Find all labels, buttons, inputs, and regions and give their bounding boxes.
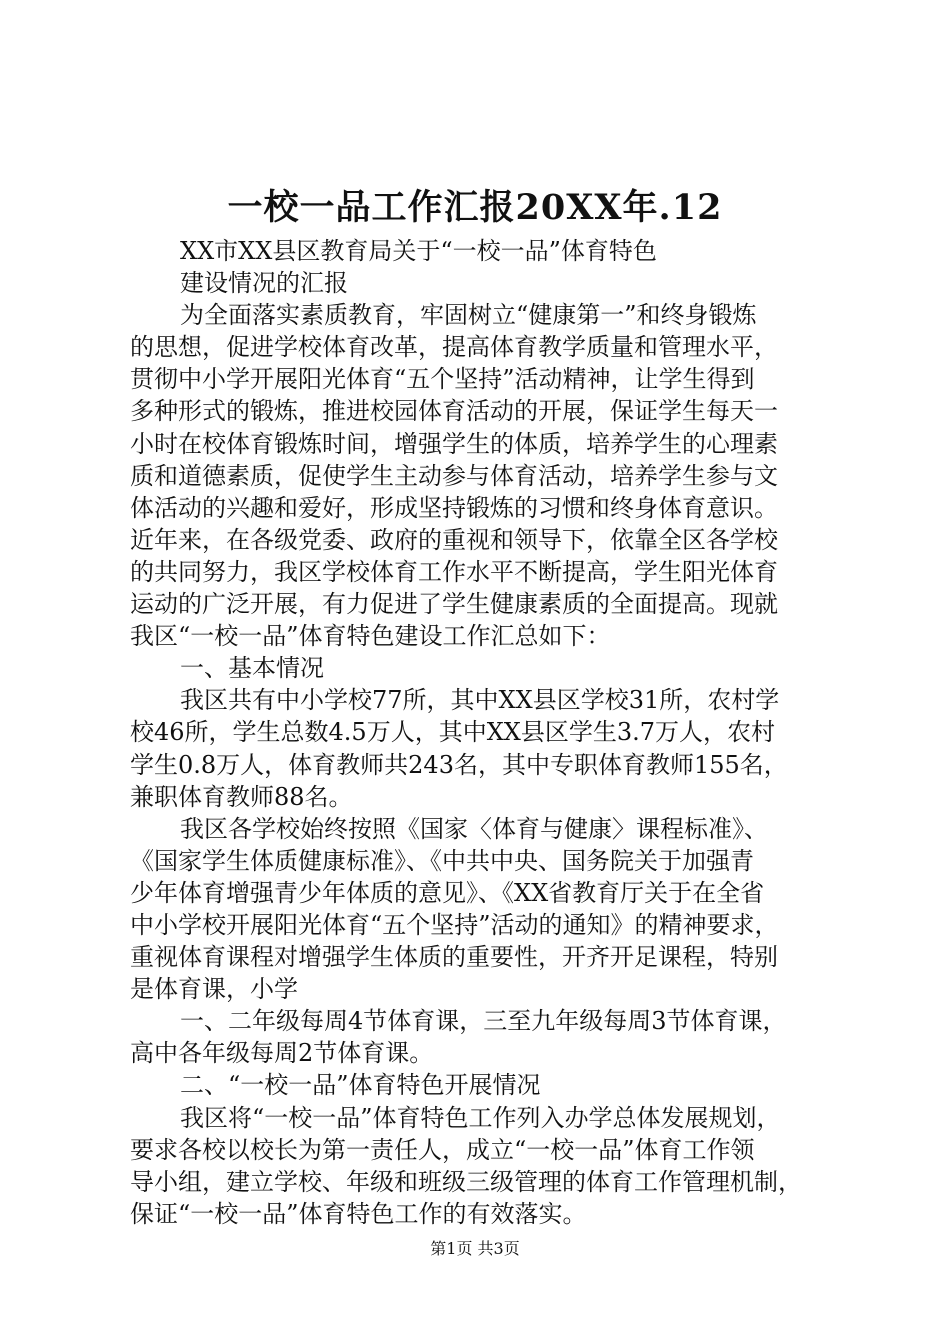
text-line: 导小组，建立学校、年级和班级三级管理的体育工作管理机制， [130,1167,802,1196]
text-line: 质和道德素质，促使学生主动参与体育活动，培养学生参与文 [130,461,778,490]
text-line: 我区各学校始终按照《国家〈体育与健康〉课程标准》、 [180,814,768,843]
text-line: 贯彻中小学开展阳光体育“五个坚持”活动精神，让学生得到 [130,365,755,394]
text-line: 高中各年级每周2节体育课。 [130,1039,434,1068]
text-line: 我区“一校一品”体育特色建设工作汇总如下： [130,622,611,651]
text-line: 多种形式的锻炼，推进校园体育活动的开展，保证学生每天一 [130,397,778,426]
document-body [130,235,830,1230]
text-line: 运动的广泛开展，有力促进了学生健康素质的全面提高。现就 [130,590,778,619]
text-line: 小时在校体育锻炼时间，增强学生的体质，培养学生的心理素 [130,429,778,458]
text-line: 学生0.8万人，体育教师共243名，其中专职体育教师155名， [130,750,788,779]
text-line: 我区共有中小学校77所，其中XX县区学校31所，农村学 [180,686,780,715]
text-line: 的思想，促进学校体育改革，提高体育教学质量和管理水平， [130,333,778,362]
text-line: 一、二年级每周4节体育课，三至九年级每周3节体育课， [180,1007,787,1036]
text-line: 是体育课，小学 [130,975,298,1004]
text-line: 体活动的兴趣和爱好，形成坚持锻炼的习惯和终身体育意识。 [130,493,778,522]
page-footer: 第1页 共3页 [430,1239,520,1258]
document-title: 一校一品工作汇报20XX年.12 [227,187,723,228]
text-line: 《国家学生体质健康标准》、《中共中央、国务院关于加强青 [130,846,754,875]
text-line: 保证“一校一品”体育特色工作的有效落实。 [130,1199,587,1228]
section-heading: 二、“一校一品”体育特色开展情况 [180,1071,541,1100]
text-line: 的共同努力，我区学校体育工作水平不断提高，学生阳光体育 [130,557,778,586]
text-line: 为全面落实素质教育，牢固树立“健康第一”和终身锻炼 [180,301,757,330]
section-heading: 一、基本情况 [180,654,324,683]
text-line: XX市XX县区教育局关于“一校一品”体育特色 [180,237,657,265]
text-line: 重视体育课程对增强学生体质的重要性，开齐开足课程，特别 [130,943,778,972]
text-line: 中小学校开展阳光体育“五个坚持”活动的通知》的精神要求， [130,910,779,939]
text-line: 建设情况的汇报 [180,269,348,298]
text-line: 少年体育增强青少年体质的意见》、《XX省教育厅关于在全省 [130,878,765,907]
text-line: 校46所，学生总数4.5万人，其中XX县区学生3.7万人，农村 [130,718,776,747]
text-line: 近年来，在各级党委、政府的重视和领导下，依靠全区各学校 [130,525,778,554]
text-line: 兼职体育教师88名。 [130,782,353,811]
text-line: 要求各校以校长为第一责任人，成立“一校一品”体育工作领 [130,1135,755,1164]
text-line: 我区将“一校一品”体育特色工作列入办学总体发展规划， [180,1103,781,1132]
